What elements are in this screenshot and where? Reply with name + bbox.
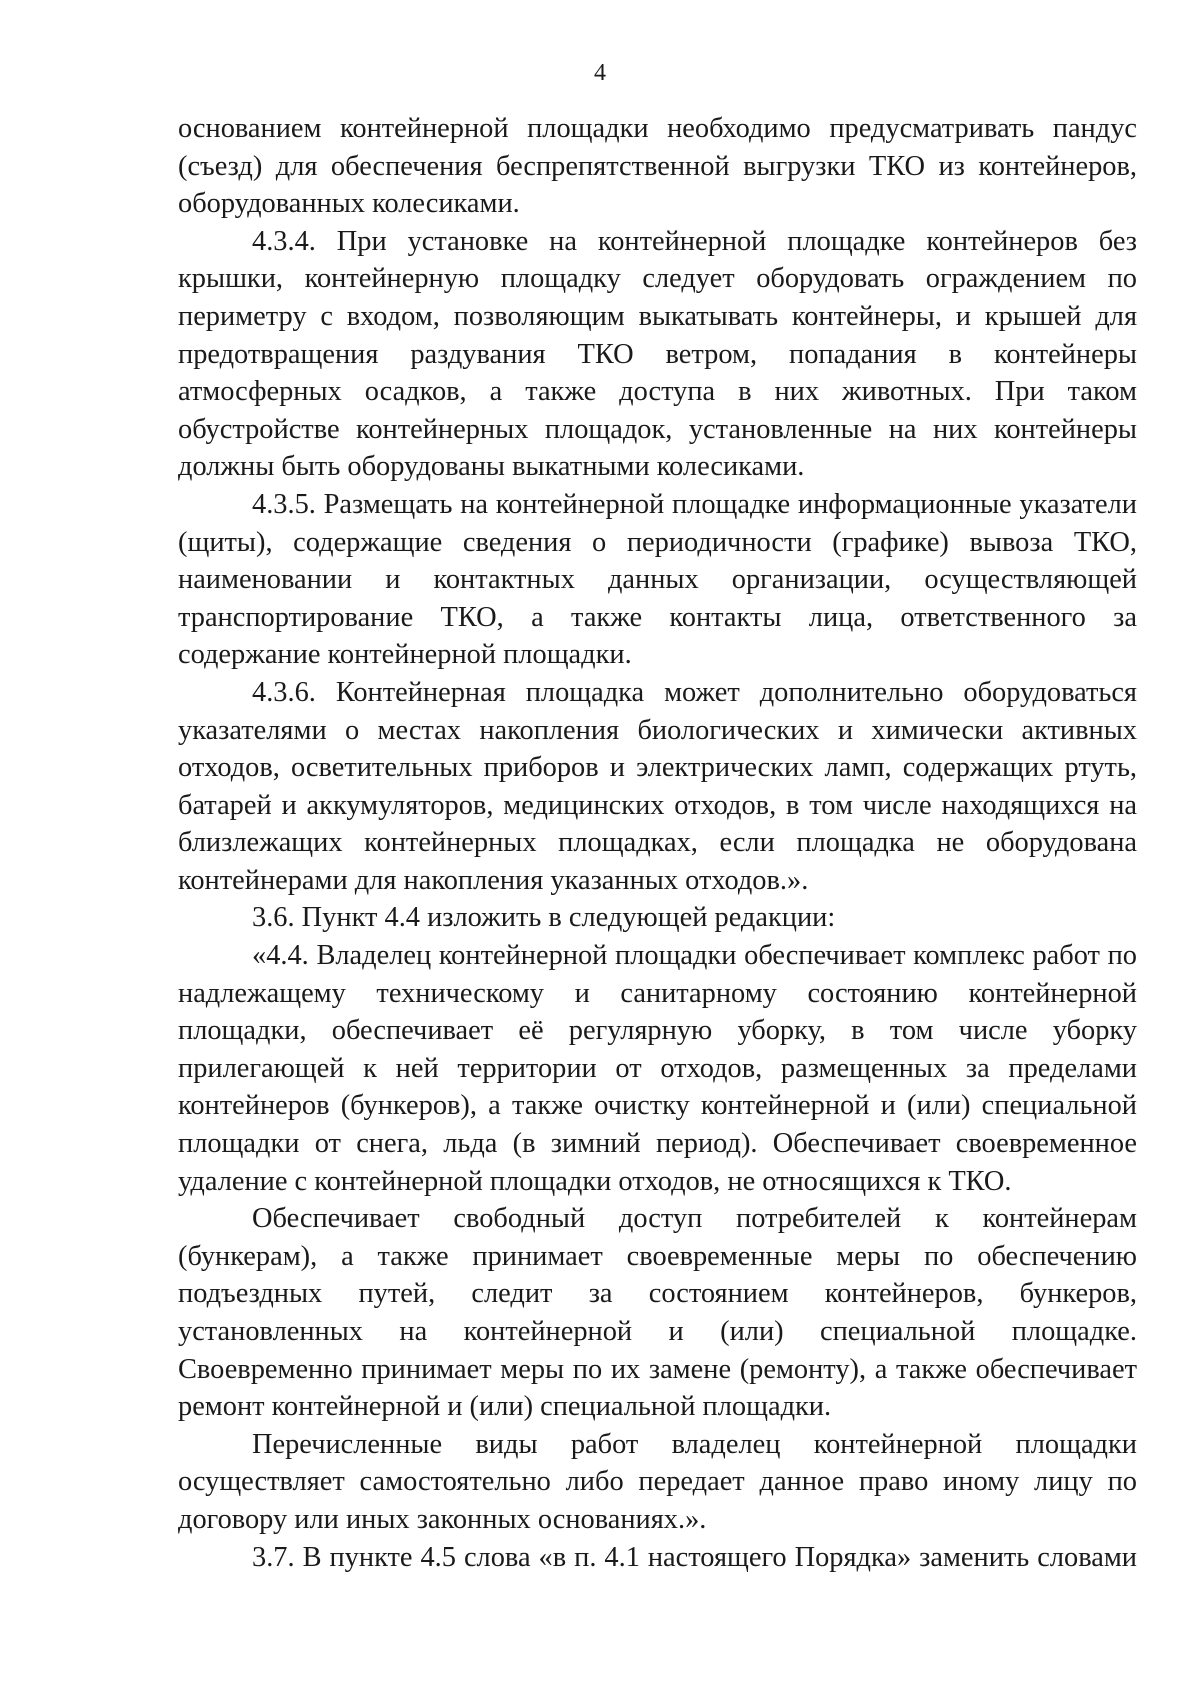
paragraph-4-3-5: 4.3.5. Размещать на контейнерной площадке информационные указатели (щиты), содержащие сведения о периодичности (графике) вывоза ТКО, наименовании и контактных данных организации, осуществляющей транспортирование ТКО, а также контакты лица, ответственного за содержание контейнерной площадки. [178, 488, 1137, 671]
paragraph-3-6: 3.6. Пункт 4.4 изложить в следующей редакции: [252, 902, 836, 934]
document-body [178, 110, 1137, 1576]
paragraph-4-4: «4.4. Владелец контейнерной площадки обеспечивает комплекс работ по надлежащему техническому и санитарному состоянию контейнерной площадки, обеспечивает её регулярную уборку, в том числе уборку прилегающей к ней территории от отходов, размещенных за пределами контейнеров (бункеров), а также очистку контейнерной и (или) специальной площадки от снега, льда (в зимний период). Обеспечивает своевременное удаление с контейнерной площадки отходов, не относящихся к ТКО. [178, 940, 1137, 1197]
paragraph-3-7: 3.7. В пункте 4.5 слова «в п. 4.1 настоящего Порядка» заменить словами [252, 1541, 1137, 1573]
paragraph-continuation: основанием контейнерной площадки необходимо предусматривать пандус (съезд) для обеспечения беспрепятственной выгрузки ТКО из контейнеров, оборудованных колесиками. [178, 113, 1137, 220]
paragraph-works: Перечисленные виды работ владелец контейнерной площадки осуществляет самостоятельно либо передает данное право иному лицу по договору или иных законных основаниях.». [178, 1428, 1137, 1535]
page-number: 4 [594, 60, 606, 86]
paragraph-4-3-4: 4.3.4. При установке на контейнерной площадке контейнеров без крышки, контейнерную площадку следует оборудовать ограждением по периметру с входом, позволяющим выкатывать контейнеры, и крышей для предотвращения раздувания ТКО ветром, попадания в контейнеры атмосферных осадков, а также доступа в них животных. При таком обустройстве контейнерных площадок, установленные на них контейнеры должны быть оборудованы выкатными колесиками. [178, 225, 1137, 483]
paragraph-access: Обеспечивает свободный доступ потребителей к контейнерам (бункерам), а также принимает своевременные меры по обеспечению подъездных путей, следит за состоянием контейнеров, бункеров, установленных на контейнерной и (или) специальной площадке. Своевременно принимает меры по их замене (ремонту), а также обеспечивает ремонт контейнерной и (или) специальной площадки. [178, 1203, 1137, 1423]
paragraph-4-3-6: 4.3.6. Контейнерная площадка может дополнительно оборудоваться указателями о местах накопления биологических и химически активных отходов, осветительных приборов и электрических ламп, содержащих ртуть, батарей и аккумуляторов, медицинских отходов, в том числе находящихся на близлежащих контейнерных площадках, если площадка не оборудована контейнерами для накопления указанных отходов.». [178, 676, 1137, 896]
